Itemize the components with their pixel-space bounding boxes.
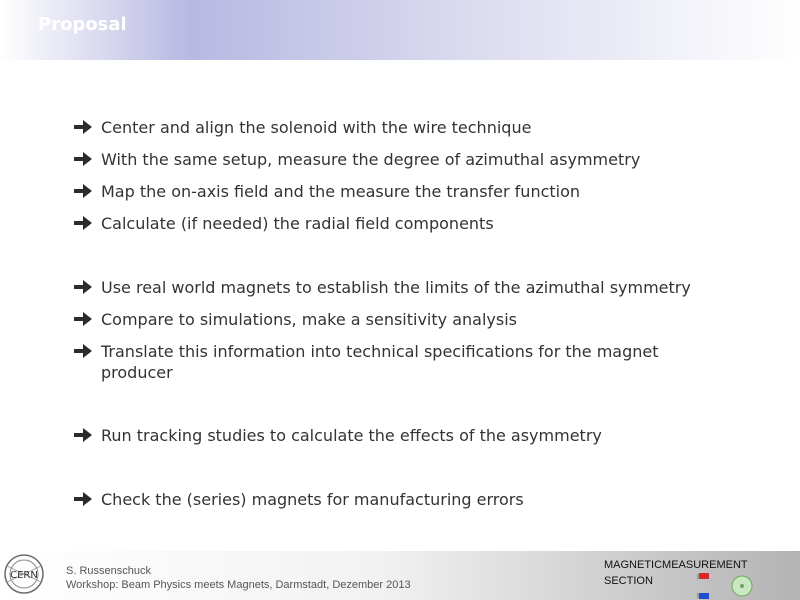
bullet-text: Calculate (if needed) the radial field components <box>101 214 494 233</box>
magnet-icon <box>697 573 759 599</box>
right-arrow-icon <box>74 344 92 358</box>
section-name-line2: SECTION <box>604 575 653 587</box>
slide-title: Proposal <box>38 14 127 35</box>
bullet-item <box>74 213 714 234</box>
bullet-item <box>74 341 674 383</box>
bullet-text: Use real world magnets to establish the limits of the azimuthal symmetry <box>101 278 691 297</box>
bullet-text: Map the on-axis field and the measure the transfer function <box>101 182 581 201</box>
bullet-text: Run tracking studies to calculate the effects of the asymmetry <box>101 426 602 445</box>
section-name: MAGNETICMEASUREMENT <box>604 559 748 571</box>
bullet-item <box>74 489 714 510</box>
right-arrow-icon <box>74 184 92 198</box>
footer-author: S. Russenschuck <box>66 565 151 577</box>
right-arrow-icon <box>74 120 92 134</box>
right-arrow-icon <box>74 280 92 294</box>
right-arrow-icon <box>74 152 92 166</box>
footer-workshop: Workshop: Beam Physics meets Magnets, Darmstadt, Dezember 2013 <box>66 579 411 591</box>
bullet-text: Center and align the solenoid with the wire technique <box>101 118 532 137</box>
bullet-item <box>74 277 714 298</box>
bullet-text: Translate this information into technical specifications for the magnet producer <box>101 342 659 382</box>
bullet-item <box>74 309 714 330</box>
right-arrow-icon <box>74 312 92 326</box>
logo-text: CERN <box>10 570 38 581</box>
bullet-text: With the same setup, measure the degree of azimuthal asymmetry <box>101 150 641 169</box>
bullet-item <box>74 425 714 446</box>
right-arrow-icon <box>74 216 92 230</box>
right-arrow-icon <box>74 428 92 442</box>
bullet-item <box>74 181 714 202</box>
right-arrow-icon <box>74 492 92 506</box>
bullet-text: Compare to simulations, make a sensitivity analysis <box>101 310 517 329</box>
bullet-item <box>74 117 714 138</box>
bullet-item <box>74 149 714 170</box>
bullet-text: Check the (series) magnets for manufacturing errors <box>101 490 524 509</box>
cern-logo <box>2 552 46 596</box>
